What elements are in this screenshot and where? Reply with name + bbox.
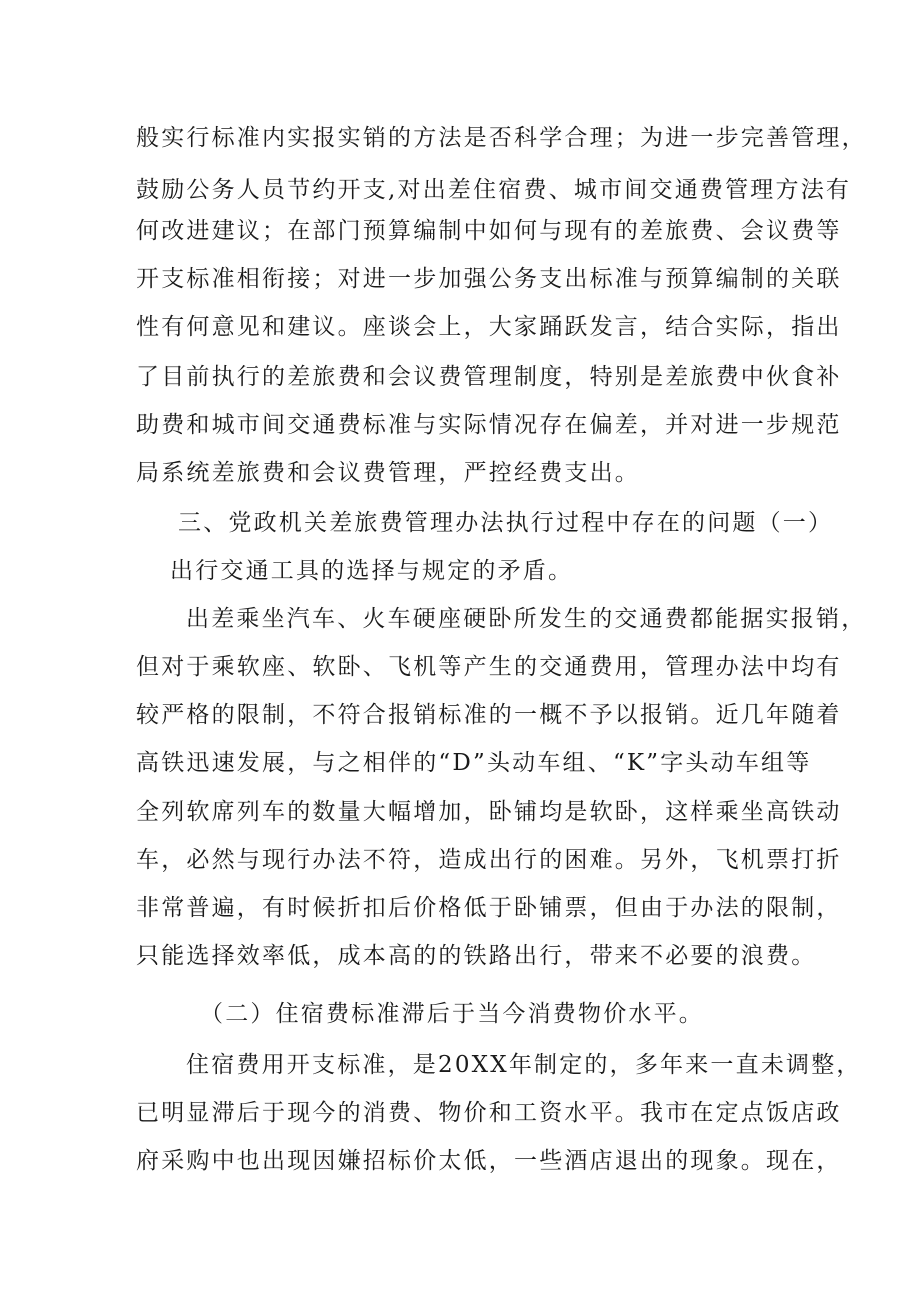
- body-text-line: 府采购中也出现因嫌招标价太低，一些酒店退出的现象。现在，: [136, 1148, 842, 1174]
- body-text-line: 般实行标准内实报实销的方法是否科学合理；为进一步完善管理，: [136, 125, 867, 151]
- section-heading: 三、党政机关差旅费管理办法执行过程中存在的问题（一）: [178, 510, 834, 536]
- body-text-line: 局系统差旅费和会议费管理，严控经费支出。: [136, 460, 640, 486]
- body-text-line: 车，必然与现行办法不符，造成出行的困难。另外，飞机票打折: [136, 847, 842, 873]
- body-text-line: 高铁迅速发展，与之相伴的“D”头动车组、“K”字头动车组等: [136, 750, 812, 776]
- body-text-line: 住宿费用开支标准，是20XX年制定的，多年来一直未调整，: [186, 1052, 862, 1078]
- body-text-line: 何改进建议；在部门预算编制中如何与现有的差旅费、会议费等: [136, 218, 842, 244]
- body-text-line: 性有何意见和建议。座谈会上，大家踊跃发言，结合实际，指出: [136, 314, 842, 340]
- body-text-line: 只能选择效率低，成本高的的铁路出行，带来不必要的浪费。: [136, 943, 817, 969]
- body-text-line: 全列软席列车的数量大幅增加，卧铺均是软卧，这样乘坐高铁动: [136, 799, 842, 825]
- body-text-line: 非常普遍，有时候折扣后价格低于卧铺票，但由于办法的限制，: [136, 895, 842, 921]
- body-text-line: 但对于乘软座、软卧、飞机等产生的交通费用，管理办法中均有: [136, 654, 842, 680]
- subsection-heading: 出行交通工具的选择与规定的矛盾。: [170, 558, 574, 584]
- subsection-heading: （二）住宿费标准滞后于当今消费物价水平。: [200, 1001, 704, 1027]
- body-text-line: 较严格的限制，不符合报销标准的一概不予以报销。近几年随着: [136, 702, 842, 728]
- body-text-line: 开支标准相衔接；对进一步加强公务支出标准与预算编制的关联: [136, 266, 842, 292]
- body-text-line: 鼓励公务人员节约开支,对出差住宿费、城市间交通费管理方法有: [136, 177, 852, 203]
- body-text-line: 了目前执行的差旅费和会议费管理制度，特别是差旅费中伙食补: [136, 364, 842, 390]
- body-text-line: 出差乘坐汽车、火车硬座硬卧所发生的交通费都能据实报销，: [186, 606, 867, 632]
- body-text-line: 已明显滞后于现今的消费、物价和工资水平。我市在定点饭店政: [136, 1100, 842, 1126]
- body-text-line: 助费和城市间交通费标准与实际情况存在偏差，并对进一步规范: [136, 412, 842, 438]
